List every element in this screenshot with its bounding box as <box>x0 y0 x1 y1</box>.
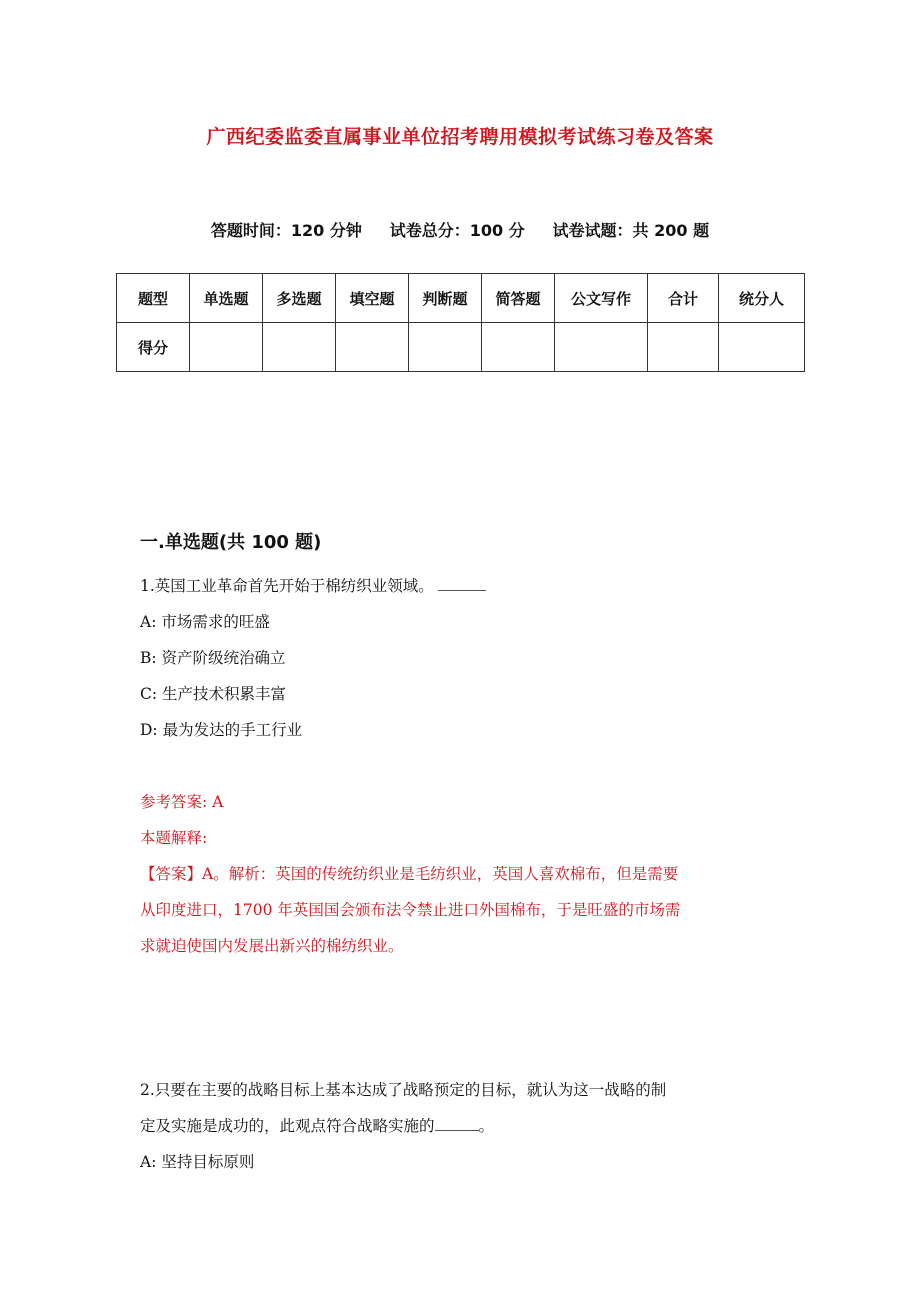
question-1-stem <box>140 574 486 596</box>
score-cell <box>555 323 648 372</box>
question-2-text: 定及实施是成功的，此观点符合战略实施的 <box>140 1117 435 1135</box>
question-1-option-c: C: 生产技术积累丰富 <box>140 685 287 703</box>
score-cell <box>719 323 805 372</box>
header-cell: 单选题 <box>190 274 263 323</box>
question-1-explanation-line: 从印度进口，1700 年英国国会颁布法令禁止进口外国棉布，于是旺盛的市场需 <box>140 901 681 919</box>
exam-meta: 答题时间：120 分钟 试卷总分：100 分 试卷试题：共 200 题 <box>210 221 710 240</box>
header-cell: 合计 <box>648 274 719 323</box>
score-table-score-row <box>117 323 805 372</box>
question-2-stem-line-1: 2.只要在主要的战略目标上基本达成了战略预定的目标，就认为这一战略的制 <box>140 1081 667 1099</box>
header-cell: 简答题 <box>482 274 555 323</box>
score-table-header-row <box>117 274 805 323</box>
header-cell: 公文写作 <box>555 274 648 323</box>
row-label: 得分 <box>117 323 190 372</box>
header-cell: 判断题 <box>409 274 482 323</box>
score-cell <box>190 323 263 372</box>
question-1-option-b: B: 资产阶级统治确立 <box>140 649 286 667</box>
header-cell: 多选题 <box>263 274 336 323</box>
score-cell <box>482 323 555 372</box>
question-2-text-end: 。 <box>478 1117 495 1135</box>
question-1-answer: 参考答案: A <box>140 793 224 811</box>
score-cell <box>263 323 336 372</box>
header-cell: 题型 <box>117 274 190 323</box>
question-1-text: 1.英国工业革命首先开始于棉纺织业领域。 <box>140 577 434 595</box>
question-1-explanation-line: 求就迫使国内发展出新兴的棉纺织业。 <box>140 937 404 955</box>
score-cell <box>336 323 409 372</box>
header-cell: 统分人 <box>719 274 805 323</box>
score-cell <box>648 323 719 372</box>
question-1-explain-label: 本题解释: <box>140 829 208 847</box>
document-title: 广西纪委监委直属事业单位招考聘用模拟考试练习卷及答案 <box>206 126 714 148</box>
section-heading: 一.单选题(共 100 题) <box>140 532 322 553</box>
question-2-option-a: A: 坚持目标原则 <box>140 1153 255 1171</box>
question-1-option-a: A: 市场需求的旺盛 <box>140 613 270 631</box>
score-cell <box>409 323 482 372</box>
answer-blank <box>435 1116 479 1131</box>
question-2-stem-line-2 <box>140 1114 494 1136</box>
question-1-option-d: D: 最为发达的手工行业 <box>140 721 303 739</box>
score-table <box>116 273 805 372</box>
answer-blank <box>438 576 486 591</box>
header-cell: 填空题 <box>336 274 409 323</box>
question-1-explanation-line: 【答案】A。解析：英国的传统纺织业是毛纺织业，英国人喜欢棉布，但是需要 <box>140 865 679 883</box>
